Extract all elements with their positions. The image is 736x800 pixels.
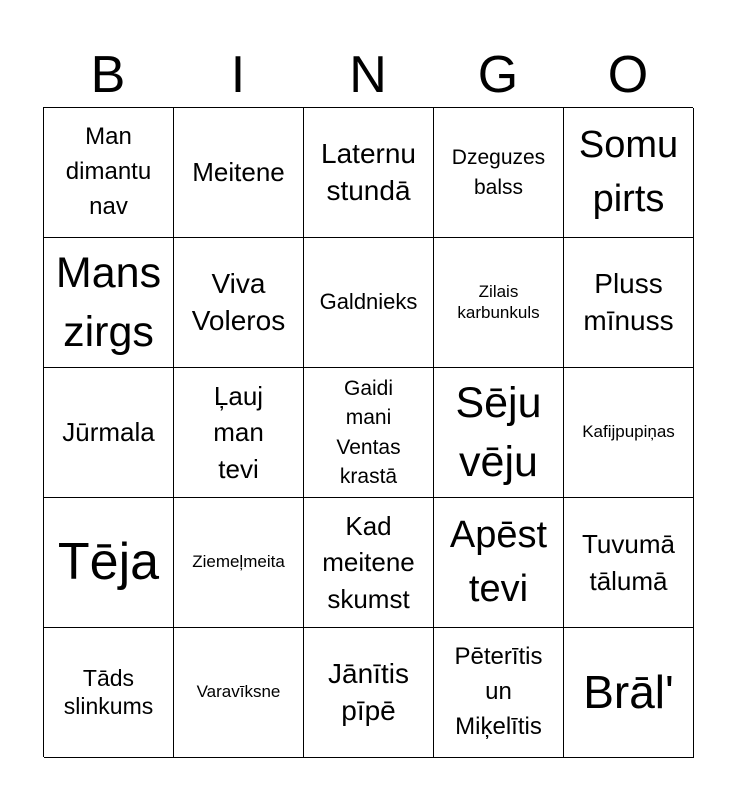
bingo-cell[interactable] xyxy=(174,498,304,628)
cell-text: Tuvumā tālumā xyxy=(582,529,675,596)
bingo-cell[interactable] xyxy=(434,498,564,628)
bingo-cell[interactable] xyxy=(44,498,174,628)
bingo-cell[interactable] xyxy=(564,628,694,758)
bingo-cell[interactable] xyxy=(44,628,174,758)
bingo-cell[interactable] xyxy=(304,628,434,758)
bingo-cell[interactable] xyxy=(174,238,304,368)
cell-text: Pluss mīnuss xyxy=(583,268,674,336)
cell-text: Galdnieks xyxy=(319,289,418,315)
header-letter-i: I xyxy=(230,46,246,104)
cell-text: Brāl' xyxy=(583,665,674,718)
cell-text: Viva Voleros xyxy=(191,268,286,336)
bingo-cell[interactable] xyxy=(44,238,174,368)
bingo-cell[interactable] xyxy=(304,108,434,238)
bingo-cell[interactable] xyxy=(44,368,174,498)
bingo-card xyxy=(43,107,693,757)
bingo-cell[interactable] xyxy=(564,238,694,368)
cell-text: Dzeguzes balss xyxy=(451,146,546,199)
bingo-cell[interactable] xyxy=(434,368,564,498)
cell-text: Kad meitene skumst xyxy=(322,510,415,614)
bingo-cell[interactable] xyxy=(434,108,564,238)
cell-text: Mans zirgs xyxy=(55,249,162,356)
bingo-cell[interactable] xyxy=(304,238,434,368)
cell-text: Zilais karbunkuls xyxy=(457,282,540,322)
bingo-cell[interactable] xyxy=(564,368,694,498)
bingo-cell[interactable] xyxy=(44,108,174,238)
bingo-cell[interactable] xyxy=(434,628,564,758)
cell-text: Tāds slinkums xyxy=(63,664,154,719)
bingo-cell[interactable] xyxy=(174,368,304,498)
cell-text: Gaidi mani Ventas krastā xyxy=(336,376,401,488)
bingo-header xyxy=(43,44,693,106)
cell-text: Somu pirts xyxy=(578,124,679,220)
cell-text: Pēterītis un Miķelītis xyxy=(454,643,543,740)
header-letter-n: N xyxy=(349,46,387,104)
cell-text: Tēja xyxy=(57,533,160,592)
header-letter-g: G xyxy=(477,46,519,104)
bingo-cell[interactable] xyxy=(564,498,694,628)
cell-text: Ļauj man tevi xyxy=(213,380,264,484)
cell-text: Man dimantu nav xyxy=(65,123,152,220)
cell-text: Meitene xyxy=(192,157,285,188)
cell-text: Varavīksne xyxy=(196,682,281,702)
bingo-cell[interactable] xyxy=(174,628,304,758)
header-letter-o: O xyxy=(607,46,649,104)
cell-text: Jānītis pīpē xyxy=(328,658,409,726)
header-letter-b: B xyxy=(90,46,126,104)
cell-text: Jūrmala xyxy=(62,417,155,448)
cell-text: Ziemeļmeita xyxy=(192,552,285,572)
bingo-cell[interactable] xyxy=(174,108,304,238)
bingo-cell[interactable] xyxy=(304,498,434,628)
bingo-cell[interactable] xyxy=(434,238,564,368)
cell-text: Sēju vēju xyxy=(455,379,542,486)
bingo-cell[interactable] xyxy=(304,368,434,498)
cell-text: Apēst tevi xyxy=(449,514,548,610)
cell-text: Laternu stundā xyxy=(321,138,416,206)
bingo-cell[interactable] xyxy=(564,108,694,238)
cell-text: Kafijpupiņas xyxy=(582,422,675,442)
